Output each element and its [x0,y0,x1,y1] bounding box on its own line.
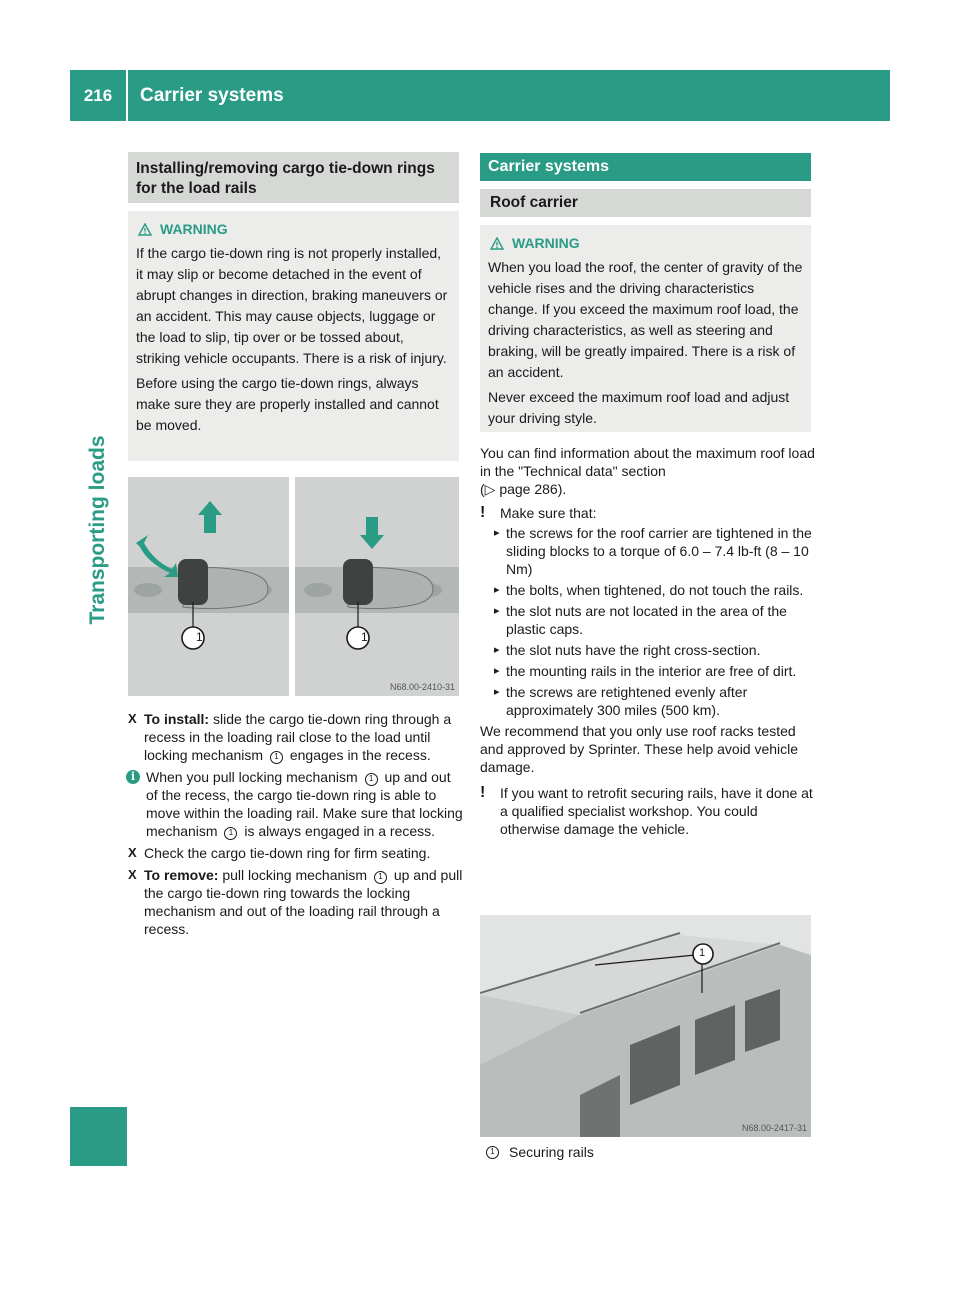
callout-1-left: 1 [196,630,203,644]
warning-box-tie-down [128,211,459,461]
figure-caption [480,1144,594,1160]
check-list [494,524,815,719]
info-text: When you pull locking mechanism [146,769,358,785]
step-label: To install: [144,711,210,727]
roof-load-text: You can find information about the maximum roof load in the "Technical data" section [480,445,815,479]
section-title-carrier-systems: Carrier systems [480,153,811,181]
callout-1: 1 [699,947,706,959]
list-item: ▸ the mounting rails in the interior are free of dirt. [494,662,815,680]
page-number: 216 [83,85,113,105]
step-remove [128,866,463,938]
info-note [126,768,463,840]
warning-text-2: Before using the cargo tie-down rings, always make sure they are properly installed and cannot be moved. [136,375,439,433]
exclamation-icon: ! [480,784,486,801]
warning-title [136,219,451,240]
step-text: pull locking mechanism [222,867,368,883]
list-item: ▸ the slot nuts have the right cross-section. [494,641,815,659]
warning-title [488,233,803,254]
figure-code: N68.00-2417-31 [742,1123,808,1133]
notice-text: Make sure that: [500,505,597,521]
list-item: ▸ the bolts, when tightened, do not touch the rails. [494,581,815,599]
step-install [128,710,463,764]
caption-text: Securing rails [509,1144,594,1160]
notice-make-sure [480,504,815,522]
step-arrow-icon: X [128,867,137,882]
roof-carrier-text [480,444,815,842]
roof-load-info [480,444,815,498]
step-label: To remove: [144,867,219,883]
header-divider [126,70,128,121]
side-tab-block [70,1107,127,1166]
warning-text-2: Never exceed the maximum roof load and adjust your driving style. [488,389,790,426]
info-icon: i [126,770,140,784]
figure-code: N68.00-2410-31 [390,682,456,692]
warning-box-roof [480,225,811,432]
callout-ref-1: 1 [374,871,387,884]
callout-ref-1: 1 [224,827,237,840]
list-item: ▸ the slot nuts are not located in the area of the plastic caps. [494,602,815,638]
tie-down-instructions [128,710,463,942]
warning-text: If the cargo tie-down ring is not properly installed, it may slip or become detached in the event of abrupt changes in direction, braking maneuvers or an accident. This may cause objects, luggage or the load to slip, tip over or be tossed about, striking vehicle occupants. There is a risk of injury. [136,245,448,366]
callout-ref-1: 1 [270,751,283,764]
step-arrow-icon: X [128,845,137,860]
recommend-text: We recommend that you only use roof racks tested and approved by Sprinter. These help avoid vehicle damage. [480,723,799,775]
step-check [128,844,463,862]
subsection-title-roof-carrier: Roof carrier [480,189,811,217]
section-title-tie-down: Installing/removing cargo tie-down rings for the load rails [128,152,459,203]
callout-1-right: 1 [361,630,368,644]
page-title: Carrier systems [140,84,284,106]
notice-text: If you want to retrofit securing rails, have it done at a qualified specialist workshop. You could otherwise damage the vehicle. [500,785,813,837]
step-text: engages in the recess. [289,747,431,763]
info-text: is always engaged in a recess. [244,823,436,839]
step-text: up and pull the cargo tie-down ring towards the locking mechanism and out of the loading rail through a recess. [144,867,463,937]
warning-label: WARNING [512,235,580,251]
warning-label: WARNING [160,221,228,237]
callout-ref-1: 1 [365,773,378,786]
notice-retrofit [480,784,815,838]
warning-triangle-icon [138,223,152,236]
callout-ref-1: 1 [486,1146,499,1159]
list-item: ▸ the screws for the roof carrier are tightened in the sliding blocks to a torque of 6.0 – 7.4 lb-ft (8 – 10 Nm) [494,524,815,578]
tie-down-ring-figure [128,477,459,696]
page-ref-link: (▷ page 286). [480,481,567,497]
warning-triangle-icon [490,237,504,250]
exclamation-icon: ! [480,504,486,521]
side-tab-label: Transporting loads [86,435,109,625]
roof-rails-figure [480,915,811,1137]
tie-down-ring-illustration [128,477,459,696]
roof-rails-illustration [480,915,811,1137]
list-item: ▸ the screws are retightened evenly after approximately 300 miles (500 km). [494,683,815,719]
info-text: up and out of the recess, the cargo tie-down ring is able to move within the loading rail. Make sure that locking mechanism [146,769,463,839]
step-text: slide the cargo tie-down ring through a recess in the loading rail close to the load until locking mechanism [144,711,452,763]
step-arrow-icon: X [128,711,137,726]
step-text: Check the cargo tie-down ring for firm seating. [144,845,431,861]
warning-text: When you load the roof, the center of gravity of the vehicle rises and the driving characteristics change. If you exceed the maximum roof load, the driving characteristics, as well as steering and braking, will be greatly impaired. There is a risk of an accident. [488,259,803,380]
